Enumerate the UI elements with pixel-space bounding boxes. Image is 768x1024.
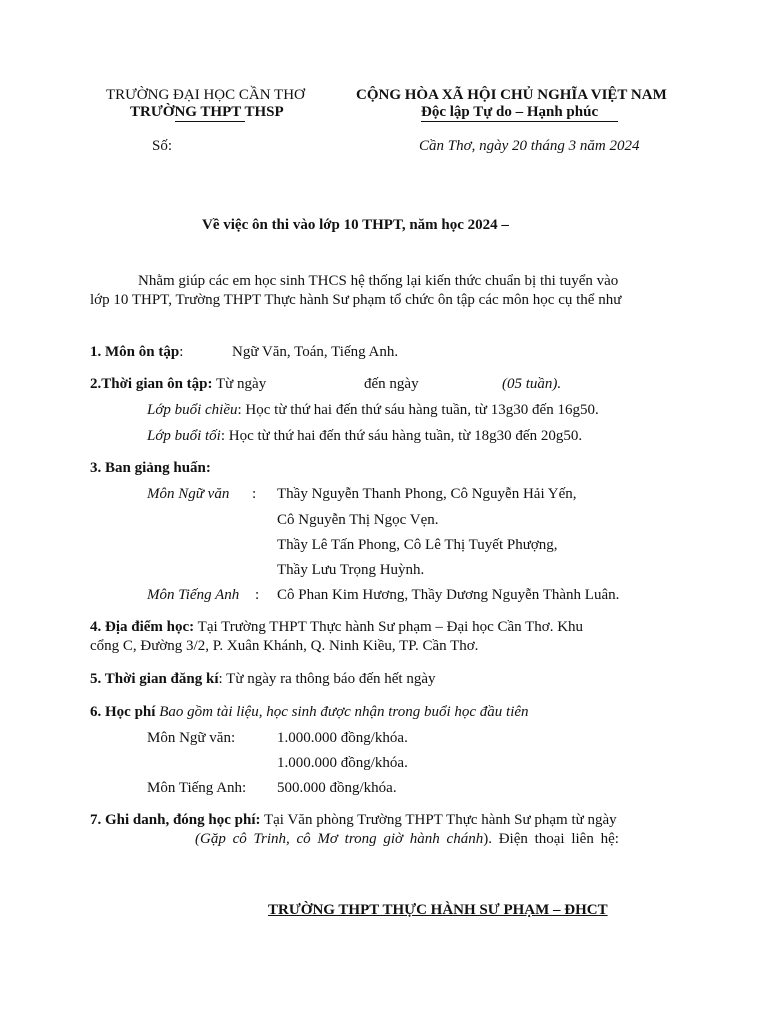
section-7-phone-label: ). Điện thoại liên hệ: (483, 831, 619, 847)
section-1 (90, 343, 183, 361)
section-4-label: 4. Địa điểm học: (90, 619, 195, 635)
section-6-label: 6. Học phí (90, 704, 156, 720)
section-2-from: Từ ngày (216, 376, 267, 392)
van-teachers-heading (147, 485, 229, 503)
section-2-to: đến ngày (364, 376, 419, 392)
document-number-label: Số: (152, 138, 173, 154)
van-colon: : (252, 486, 257, 502)
evening-class-value: : Học từ thứ hai đến thứ sáu hàng tuần, từ 18g30 đến 20g50. (220, 428, 583, 444)
anh-colon: : (255, 587, 260, 603)
intro-line-1: Nhằm giúp các em học sinh THCS hệ thống lại kiến thức chuẩn bị thi tuyển vào (138, 273, 619, 289)
afternoon-class-value: : Học từ thứ hai đến thứ sáu hàng tuần, từ 13g30 đến 16g50. (237, 402, 599, 418)
section-7-contact-note: (Gặp cô Trinh, cô Mơ trong giờ hành chánh (195, 831, 484, 847)
section-2-label: 2.Thời gian ôn tập: (90, 376, 213, 392)
document-subject: Về việc ôn thi vào lớp 10 THPT, năm học 2024 – (202, 217, 509, 233)
intro-line-2: lớp 10 THPT, Trường THPT Thực hành Sư phạm tổ chức ôn tập các môn học cụ thể như (90, 292, 622, 308)
national-title: CỘNG HÒA XÃ HỘI CHỦ NGHĨA VIỆT NAM (356, 87, 667, 103)
van-teacher-line-4: Thầy Lưu Trọng Huỳnh. (277, 562, 425, 578)
anh-teachers: Cô Phan Kim Hương, Thầy Dương Nguyễn Thành Luân. (277, 587, 620, 603)
signature-block-title: TRƯỜNG THPT THỰC HÀNH SƯ PHẠM – ĐHCT (268, 902, 608, 918)
fee-row-3-subject: Môn Tiếng Anh: (147, 780, 247, 796)
section-4-value-2: cổng C, Đường 3/2, P. Xuân Khánh, Q. Ninh Kiều, TP. Cần Thơ. (90, 638, 479, 654)
school-name-underline (175, 121, 245, 122)
school-parent-name: TRƯỜNG ĐẠI HỌC CẦN THƠ (106, 87, 305, 103)
section-5 (90, 670, 435, 688)
section-1-label: 1. Môn ôn tập (90, 344, 180, 360)
fee-row-1-subject: Môn Ngữ văn: (147, 730, 236, 746)
afternoon-class (147, 401, 599, 419)
anh-label: Môn Tiếng Anh (147, 587, 240, 603)
fee-row-3-fee: 500.000 đồng/khóa. (277, 780, 397, 796)
section-4-value-1: Tại Trường THPT Thực hành Sư phạm – Đại học Cần Thơ. Khu (197, 619, 584, 635)
section-5-value: : Từ ngày ra thông báo đến hết ngày (218, 671, 436, 687)
school-name: TRƯỜNG THPT THSP (130, 104, 284, 120)
van-teacher-line-3: Thầy Lê Tấn Phong, Cô Lê Thị Tuyết Phượng, (277, 537, 558, 553)
section-6 (90, 703, 529, 721)
section-2-duration: (05 tuần). (502, 376, 562, 392)
van-teacher-line-1: Thầy Nguyễn Thanh Phong, Cô Nguyễn Hải Yến, (277, 486, 577, 502)
fee-row-1-fee: 1.000.000 đồng/khóa. (277, 730, 408, 746)
section-1-colon: : (179, 344, 184, 360)
section-6-note: Bao gồm tài liệu, học sinh được nhận trong buổi học đầu tiên (159, 704, 529, 720)
section-7-label: 7. Ghi danh, đóng học phí: (90, 812, 261, 828)
section-7-line-2 (195, 830, 619, 848)
section-7-line-1 (90, 811, 617, 829)
section-4-line-1 (90, 618, 583, 636)
van-teacher-line-2: Cô Nguyễn Thị Ngọc Vẹn. (277, 512, 439, 528)
van-label: Môn Ngữ văn (147, 486, 230, 502)
section-7-value-1: Tại Văn phòng Trường THPT Thực hành Sư phạm từ ngày (263, 812, 617, 828)
evening-class (147, 427, 582, 445)
motto-underline (421, 121, 618, 122)
national-motto: Độc lập Tự do – Hạnh phúc (421, 104, 599, 120)
evening-class-label: Lớp buổi tối (147, 428, 221, 444)
place-date: Cần Thơ, ngày 20 tháng 3 năm 2024 (419, 138, 640, 154)
section-2 (90, 375, 266, 393)
afternoon-class-label: Lớp buổi chiều (147, 402, 238, 418)
section-5-label: 5. Thời gian đăng kí (90, 671, 219, 687)
fee-row-2-fee: 1.000.000 đồng/khóa. (277, 755, 408, 771)
section-3-label: 3. Ban giảng huấn: (90, 460, 211, 476)
section-1-value: Ngữ Văn, Toán, Tiếng Anh. (232, 344, 399, 360)
